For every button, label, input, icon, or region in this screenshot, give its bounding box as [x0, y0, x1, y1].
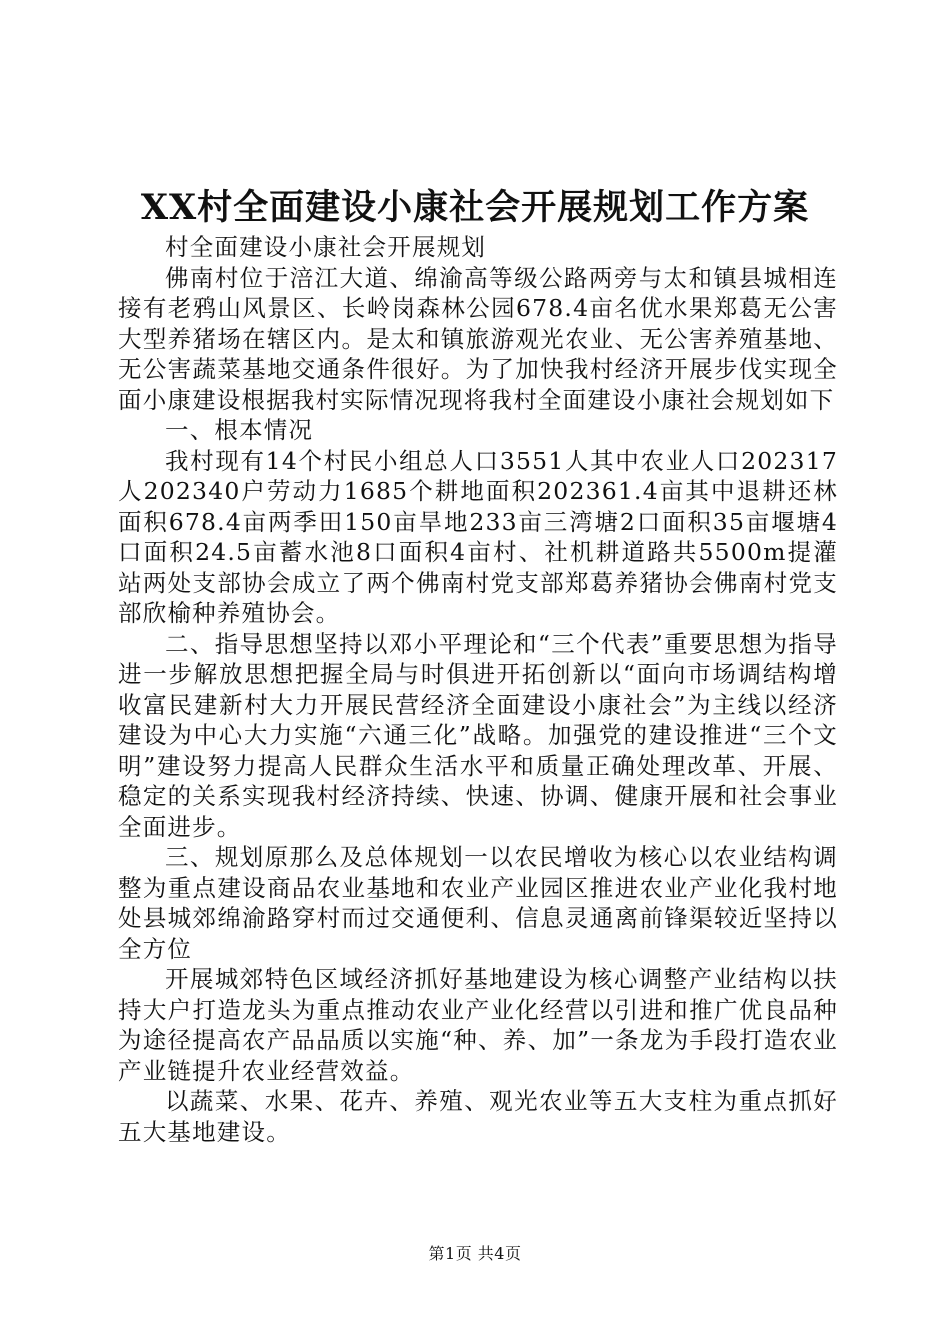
paragraph-regional-economy: 开展城郊特色区域经济抓好基地建设为核心调整产业结构以扶持大户打造龙头为重点推动农业产业化经营以引进和推广优良品种为途径提高农产品品质以实施“种、养、加”一条龙为手段打造农业产业链提升农业经营效益。: [118, 965, 838, 1085]
document-title: XX村全面建设小康社会开展规划工作方案: [140, 187, 810, 228]
heading-basic-situation: 一、根本情况: [165, 416, 314, 444]
paragraph-intro: 佛南村位于涪江大道、绵渝高等级公路两旁与太和镇县城相连接有老鸦山风景区、长岭岗森林公园678.4亩名优水果郑葛无公害大型养猪场在辖区内。是太和镇旅游观光农业、无公害养殖基地、无公害蔬菜基地交通条件很好。为了加快我村经济开展步伐实现全面小康建设根据我村实际情况现将我村全面建设小康社会规划如下: [118, 263, 838, 414]
paragraph-basic-situation: 我村现有14个村民小组总人口3551人其中农业人口202317人202340户劳动力1685个耕地面积202361.4亩其中退耕还林面积678.4亩两季田150亩旱地233亩三湾塘2口面积35亩堰塘4口面积24.5亩蓄水池8口面积4亩村、社机耕道路共5500m提灌站两处支部协会成立了两个佛南村党支部郑葛养猪协会佛南村党支部欣榆种养殖协会。: [118, 446, 838, 627]
paragraph-planning-principles: 三、规划原那么及总体规划一以农民增收为核心以农业结构调整为重点建设商品农业基地和农业产业园区推进农业产业化我村地处县城郊绵渝路穿村而过交通便利、信息灵通离前锋渠较近坚持以全方位: [118, 843, 838, 963]
document-body: [118, 232, 838, 1147]
paragraph-subtitle: 村全面建设小康社会开展规划: [165, 233, 487, 261]
paragraph-guiding-ideology: 二、指导思想坚持以邓小平理论和“三个代表”重要思想为指导进一步解放思想把握全局与时俱进开拓创新以“面向市场调结构增收富民建新村大力开展民营经济全面建设小康社会”为主线以经济建设为中心大力实施“六通三化”战略。加强党的建设推进“三个文明”建设努力提高人民群众生活水平和质量正确处理改革、开展、稳定的关系实现我村经济持续、快速、协调、健康开展和社会事业全面进步。: [118, 629, 838, 841]
page-number-footer: 第1页 共4页: [428, 1244, 522, 1263]
paragraph-five-bases: 以蔬菜、水果、花卉、养殖、观光农业等五大支柱为重点抓好五大基地建设。: [118, 1087, 838, 1146]
